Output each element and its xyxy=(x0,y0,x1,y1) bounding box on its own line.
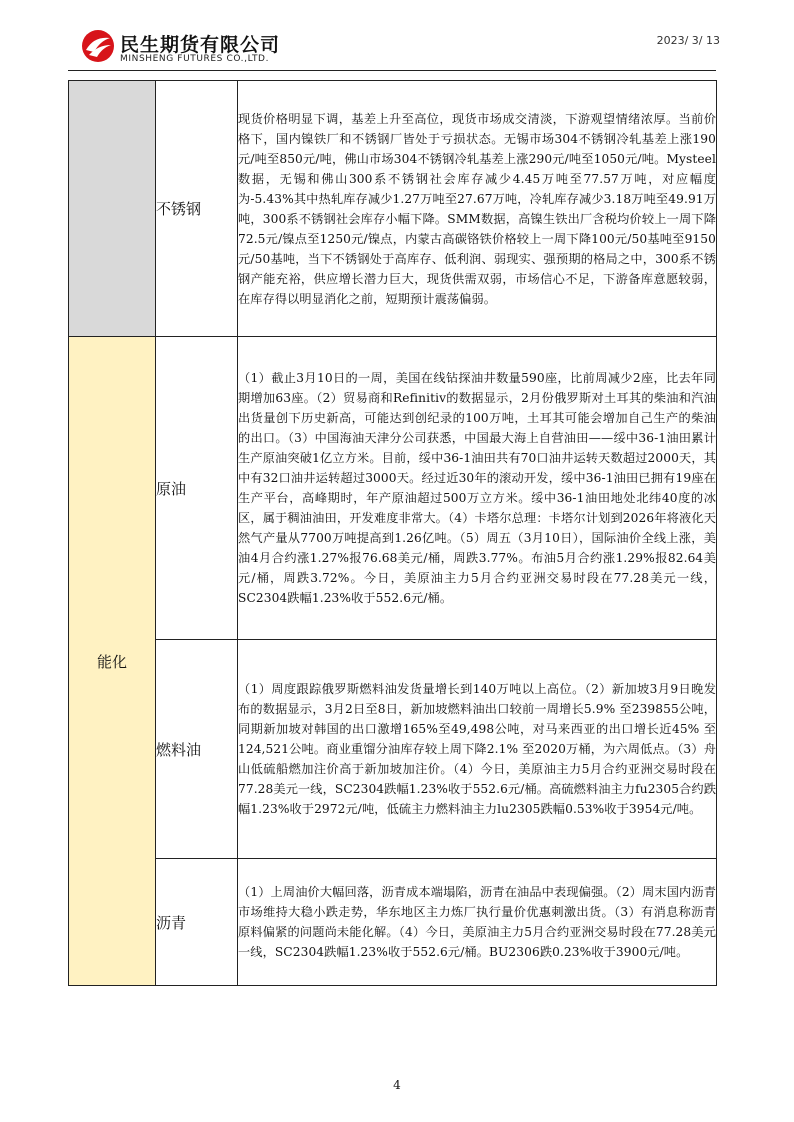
commodity-table xyxy=(68,80,717,986)
sector-cell-energy-chemicals: 能化 xyxy=(69,337,156,986)
commodity-name-asphalt: 沥青 xyxy=(156,859,238,986)
commodity-name-crude-oil: 原油 xyxy=(156,337,238,640)
report-date: 2023/ 3/ 13 xyxy=(656,34,720,47)
table-row xyxy=(69,640,717,859)
table-row xyxy=(69,81,717,337)
company-name-en: MINSHENG FUTURES CO.,LTD. xyxy=(120,54,270,64)
commodity-commentary: （1）周度跟踪俄罗斯燃料油发货量增长到140万吨以上高位。（2）新加坡3月9日晚发布的数据显示，3月2日至8日，新加坡燃料油出口较前一周增长5.9% 至239855公吨，同期新加坡对韩国的出口激增165%至49,498公吨，对马来西亚的出口增长近45% 至124,521公吨。商业重馏分油库存较上周下降2.1% 至2020万桶，为六周低点。（3）舟山低硫船燃加注价高于新加坡加注价。（4）今日，美原油主力5月合约亚洲交易时段在77.28美元一线，SC2304跌幅1.23%收于552.6元/桶。高硫燃料油主力fu2305合约跌幅1.23%收于2972元/吨，低硫主力燃料油主力lu2305跌幅0.53%收于3954元/吨。 xyxy=(238,640,717,859)
commodity-name-fuel-oil: 燃料油 xyxy=(156,640,238,859)
commodity-commentary: 现货价格明显下调，基差上升至高位，现货市场成交清淡，下游观望情绪浓厚。当前价格下，国内镍铁厂和不锈钢厂皆处于亏损状态。无锡市场304不锈钢冷轧基差上涨190元/吨至850元/吨，佛山市场304不锈钢冷轧基差上涨290元/吨至1050元/吨。Mysteel数据，无锡和佛山300系不锈钢社会库存减少4.45万吨至77.57万吨，对应幅度为-5.43%其中热轧库存减少1.27万吨至27.67万吨，冷轧库存减少3.18万吨至49.91万吨，300系不锈钢社会库存小幅下降。SMM数据，高镍生铁出厂含税均价较上一周下降72.5元/镍点至1250元/镍点，内蒙古高碳铬铁价格较上一周下降100元/50基吨至9150 元/50基吨，当下不锈钢处于高库存、低利润、弱现实、强预期的格局之中，300系不锈钢产能充裕，供应增长潜力巨大，现货供需双弱，市场信心不足，下游备库意愿较弱，在库存得以明显消化之前，短期预计震荡偏弱。 xyxy=(238,81,717,337)
page-number: 4 xyxy=(393,1078,401,1092)
commodity-name-stainless-steel: 不锈钢 xyxy=(156,81,238,337)
commodity-commentary: （1）截止3月10日的一周，美国在线钻探油井数量590座，比前周减少2座，比去年同期增加63座。（2）贸易商和Refinitiv的数据显示，2月份俄罗斯对土耳其的柴油和汽油出货量创下历史新高，可能达到创纪录的100万吨，土耳其可能会增加自己生产的柴油的出口。（3）中国海油天津分公司获悉，中国最大海上自营油田——绥中36-1油田累计生产原油突破1亿立方米。目前，绥中36-1油田共有70口油井运转天数超过2000天，其中有32口油井运转超过3000天。经过近30年的滚动开发，绥中36-1油田已拥有19座在生产平台，高峰期时，年产原油超过500万立方米。绥中36-1油田地处北纬40度的冰区，属于稠油油田，开发难度非常大。（4）卡塔尔总理：卡塔尔计划到2026年将液化天然气产量从7700万吨提高到1.26亿吨。（5）周五（3月10日），国际油价全线上涨，美油4月合约涨1.27%报76.68美元/桶，周跌3.77%。布油5月合约涨1.29%报82.64美元/桶，周跌3.72%。今日，美原油主力5月合约亚洲交易时段在77.28美元一线，SC2304跌幅1.23%收于552.6元/桶。 xyxy=(238,337,717,640)
company-logo-icon xyxy=(80,28,116,64)
table-row xyxy=(69,859,717,986)
page-header xyxy=(80,24,720,68)
commodity-commentary: （1）上周油价大幅回落，沥青成本端塌陷，沥青在油品中表现偏强。（2）周末国内沥青市场维持大稳小跌走势，华东地区主力炼厂执行量价优惠刺激出货。（3）有消息称沥青原料偏紧的问题尚未能化解。（4）今日，美原油主力5月合约亚洲交易时段在77.28美元一线，SC2304跌幅1.23%收于552.6元/桶。BU2306跌0.23%收于3900元/吨。 xyxy=(238,859,717,986)
company-name-cn: 民生期货有限公司 xyxy=(120,34,281,56)
table-row xyxy=(69,337,717,640)
sector-cell xyxy=(69,81,156,337)
header-divider xyxy=(68,70,716,71)
